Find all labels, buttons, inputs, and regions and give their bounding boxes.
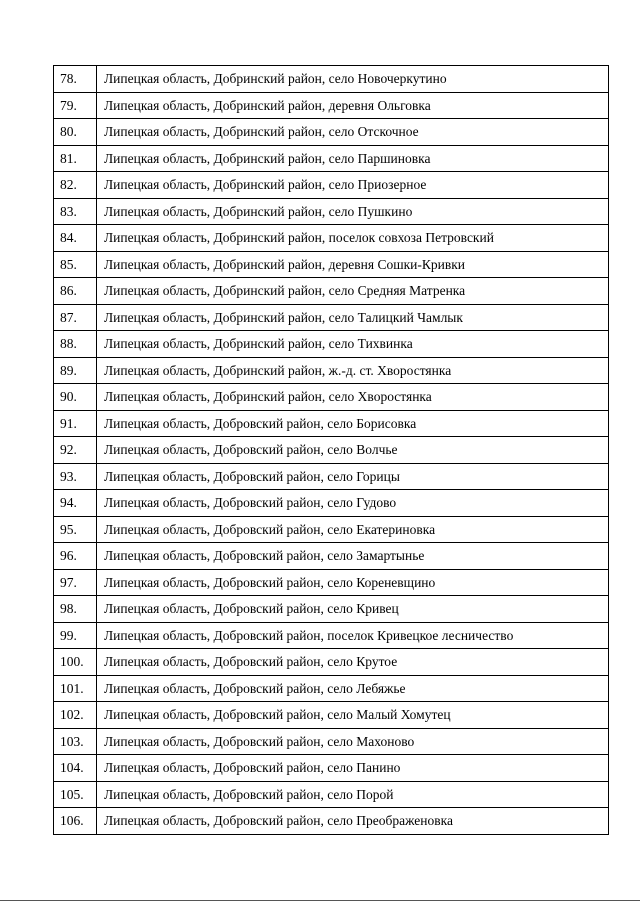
table-row [54,357,609,384]
row-number: 84. [54,225,97,252]
row-number: 79. [54,92,97,119]
table-row [54,490,609,517]
row-address: Липецкая область, Добровский район, село Борисовка [97,410,609,437]
row-address: Липецкая область, Добровский район, село Лебяжье [97,675,609,702]
row-number: 105. [54,781,97,808]
table-row [54,437,609,464]
table-row [54,516,609,543]
table-row [54,728,609,755]
table-row [54,384,609,411]
row-number: 89. [54,357,97,384]
settlements-table [53,65,609,835]
row-address: Липецкая область, Добровский район, село Гудово [97,490,609,517]
row-address: Липецкая область, Добровский район, село Волчье [97,437,609,464]
table-row [54,278,609,305]
row-address: Липецкая область, Добринский район, село Новочеркутино [97,66,609,93]
row-address: Липецкая область, Добровский район, село Крутое [97,649,609,676]
row-number: 85. [54,251,97,278]
row-address: Липецкая область, Добринский район, деревня Ольговка [97,92,609,119]
row-address: Липецкая область, Добринский район, село Тихвинка [97,331,609,358]
row-number: 104. [54,755,97,782]
table-row [54,675,609,702]
row-address: Липецкая область, Добринский район, село Пушкино [97,198,609,225]
row-number: 91. [54,410,97,437]
table-row [54,781,609,808]
row-address: Липецкая область, Добринский район, село Отскочное [97,119,609,146]
row-address: Липецкая область, Добринский район, село Приозерное [97,172,609,199]
table-row [54,702,609,729]
row-number: 87. [54,304,97,331]
row-address: Липецкая область, Добровский район, село Замартынье [97,543,609,570]
row-number: 86. [54,278,97,305]
table-row [54,596,609,623]
table-row [54,463,609,490]
row-address: Липецкая область, Добринский район, село Хворостянка [97,384,609,411]
table-row [54,808,609,835]
row-address: Липецкая область, Добринский район, село Паршиновка [97,145,609,172]
row-number: 96. [54,543,97,570]
row-number: 93. [54,463,97,490]
table-row [54,145,609,172]
table-row [54,225,609,252]
table-row [54,569,609,596]
row-number: 88. [54,331,97,358]
row-address: Липецкая область, Добровский район, село Махоново [97,728,609,755]
row-number: 99. [54,622,97,649]
table-row [54,198,609,225]
row-address: Липецкая область, Добровский район, село Малый Хомутец [97,702,609,729]
row-address: Липецкая область, Добровский район, поселок Кривецкое лесничество [97,622,609,649]
table-row [54,251,609,278]
settlements-table-body [54,66,609,835]
row-address: Липецкая область, Добринский район, село Средняя Матренка [97,278,609,305]
table-row [54,543,609,570]
row-number: 100. [54,649,97,676]
row-number: 103. [54,728,97,755]
row-number: 102. [54,702,97,729]
table-row [54,92,609,119]
row-address: Липецкая область, Добринский район, поселок совхоза Петровский [97,225,609,252]
row-address: Липецкая область, Добровский район, село Горицы [97,463,609,490]
table-row [54,304,609,331]
row-address: Липецкая область, Добринский район, село Талицкий Чамлык [97,304,609,331]
row-number: 94. [54,490,97,517]
table-row [54,622,609,649]
row-number: 92. [54,437,97,464]
row-address: Липецкая область, Добровский район, село Екатериновка [97,516,609,543]
row-address: Липецкая область, Добровский район, село Кореневщино [97,569,609,596]
row-number: 81. [54,145,97,172]
row-number: 106. [54,808,97,835]
table-row [54,119,609,146]
row-address: Липецкая область, Добровский район, село Кривец [97,596,609,623]
row-number: 83. [54,198,97,225]
row-address: Липецкая область, Добровский район, село Панино [97,755,609,782]
table-row [54,410,609,437]
row-address: Липецкая область, Добровский район, село Преображеновка [97,808,609,835]
table-row [54,649,609,676]
row-address: Липецкая область, Добровский район, село Порой [97,781,609,808]
table-row [54,331,609,358]
row-number: 95. [54,516,97,543]
row-number: 80. [54,119,97,146]
table-row [54,66,609,93]
row-number: 78. [54,66,97,93]
row-address: Липецкая область, Добринский район, ж.-д. ст. Хворостянка [97,357,609,384]
row-number: 82. [54,172,97,199]
page-bottom-divider [0,900,640,901]
table-row [54,172,609,199]
table-row [54,755,609,782]
row-number: 101. [54,675,97,702]
row-number: 98. [54,596,97,623]
row-number: 90. [54,384,97,411]
row-number: 97. [54,569,97,596]
row-address: Липецкая область, Добринский район, деревня Сошки-Кривки [97,251,609,278]
